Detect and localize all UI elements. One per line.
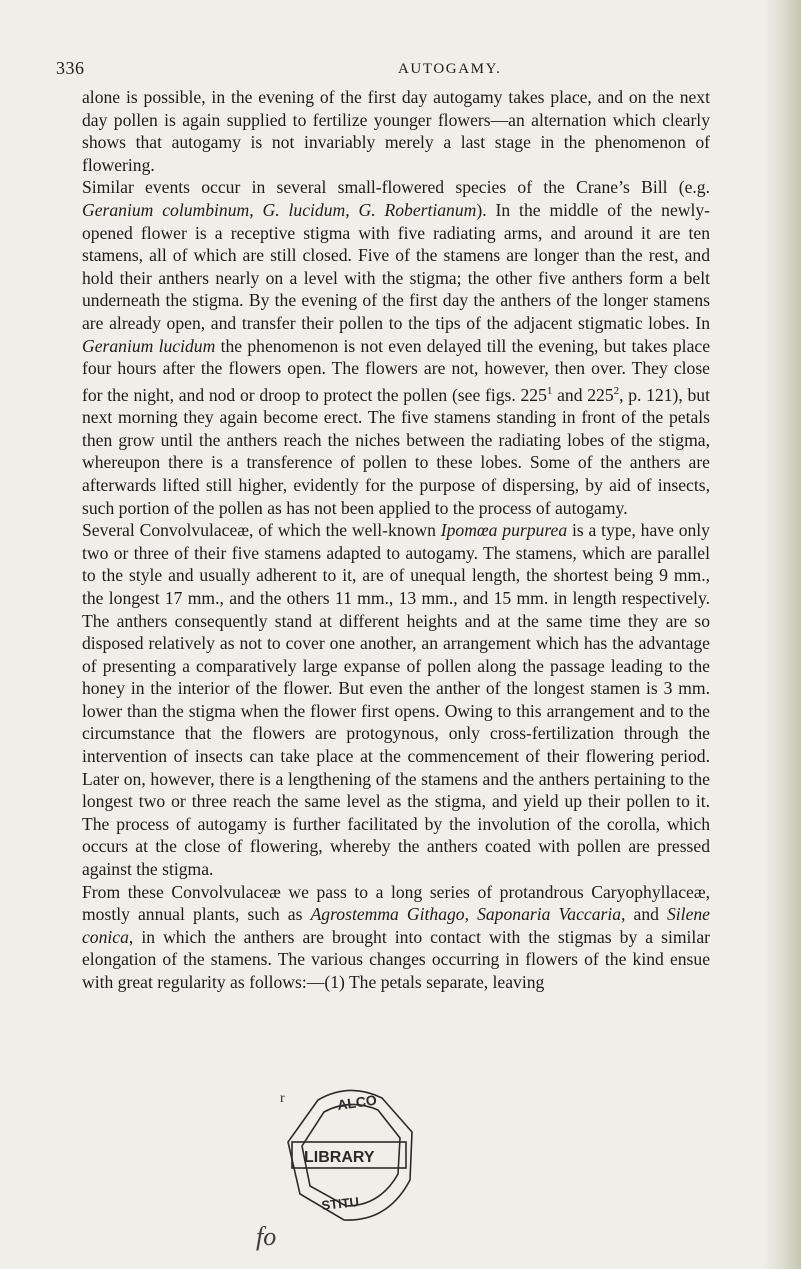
text-run: is a type, have only two or three of their five stamens adapted to autogamy. The stamens, which are parallel to the style and usually adherent to it, are of unequal length, the shortest being 9 mm., the longest 17 mm., and the others 11 mm., 13 mm., and 15 mm. in length respectively. The anthers consequently stand at different heights and at the same time they are so disposed relatively as not to cover one another, an arrangement which has the advantage of presenting a comparatively large expanse of pollen along the passage leading to the honey in the interior of the flower. But even the anther of the longest stamen is 3 mm. lower than the stigma when the flower first opens. Owing to this arrangement and to the circumstance that the flowers are protogynous, only cross-fertilization through the intervention of insects can take place at the commencement of their flowering period. Later on, however, there is a lengthening of the stamens and the anthers pertaining to the longest two or three reach the same level as the stigma, and yield up their pollen to it. The process of autogamy is further facilitated by the involution of the corolla, which occurs at the close of flowering, whereby the anthers coated with pollen are pressed against the stigma. — [82, 520, 710, 880]
italic-text: Geranium columbinum, G. lucidum, G. Robertianum — [82, 199, 477, 220]
text-run: , p. 121), but next morning they again become erect. The five stamens standing in front of the petals then grow until the anthers reach the niches between the radiating lobes of the stigma, whereupon there is a transference of pollen to these lobes. Some of the anthers are afterwards lifted still higher, evidently for the purpose of dispersing, by aid of insects, such portion of the pollen as has not been applied to the process of autogamy. — [82, 384, 710, 518]
page-edge-shadow — [763, 0, 801, 1269]
footnote-superscript: 2 — [613, 384, 620, 397]
text-run: From these Convolvulaceæ we pass to a long series of protandrous Caryophyllaceæ, mostly annual plants, such as — [82, 881, 710, 925]
page-number: 336 — [56, 58, 85, 78]
handwritten-mark: fo — [256, 1222, 277, 1251]
stamp-corner-mark: r — [280, 1091, 285, 1106]
text-run: Similar events occur in several small-flowered species of the Crane’s Bill (e.g. — [82, 177, 710, 198]
page-header — [56, 58, 726, 82]
running-head: AUTOGAMY. — [398, 61, 502, 77]
text-run: the phenomenon is not even delayed till the evening, but takes place four hours after the flowers open. The flowers are not, however, then over. They close for the night, and nod or droop to protect the pollen (see figs. 225 — [82, 335, 710, 405]
library-stamp-graphic — [278, 1082, 420, 1227]
text-run: and 225 — [552, 384, 614, 405]
paragraph — [82, 86, 710, 176]
text-run: alone is possible, in the evening of the first day autogamy takes place, and on the next day pollen is again supplied to fertilize younger flowers—an alternation which clearly shows that autogamy is not invariably merely a last stage in the phenomenon of flowering. — [82, 87, 710, 175]
italic-text: Agrostemma Githago, Saponaria Vaccaria, — [310, 904, 626, 925]
library-stamp — [278, 1082, 420, 1227]
text-run: and — [625, 904, 667, 925]
text-run: , in which the anthers are brought into contact with the stigmas by a similar elongation of the stamens. The various changes occurring in flowers of the kind ensue with great regularity as follows:—(1) The petals separate, leaving — [82, 926, 710, 993]
stamp-middle-text: LIBRARY — [304, 1149, 375, 1166]
stamp-bottom-text: STITU — [320, 1194, 360, 1213]
paragraph — [82, 519, 710, 881]
body-text — [82, 86, 710, 994]
italic-text: Ipomœa purpurea — [440, 520, 568, 541]
italic-text: Geranium lucidum — [82, 335, 216, 356]
italic-text: Silene conica — [82, 904, 710, 947]
text-run: ). In the middle of the newly-opened flower is a receptive stigma with five radiating arms, and around it are ten stamens, all of which are still closed. Five of the stamens are longer than the rest, and hold their anthers nearly on a level with the stigma; the other five anthers form a belt underneath the stigma. By the evening of the first day the anthers of the longer stamens are already open, and transfer their pollen to the tips of the adjacent stigmatic lobes. In — [82, 199, 711, 333]
footnote-superscript: 1 — [546, 384, 553, 397]
text-run: Several Convolvulaceæ, of which the well-known — [82, 520, 441, 541]
paragraph — [82, 176, 710, 519]
stamp-top-text: ALCO — [336, 1091, 378, 1113]
paragraph — [82, 881, 710, 994]
